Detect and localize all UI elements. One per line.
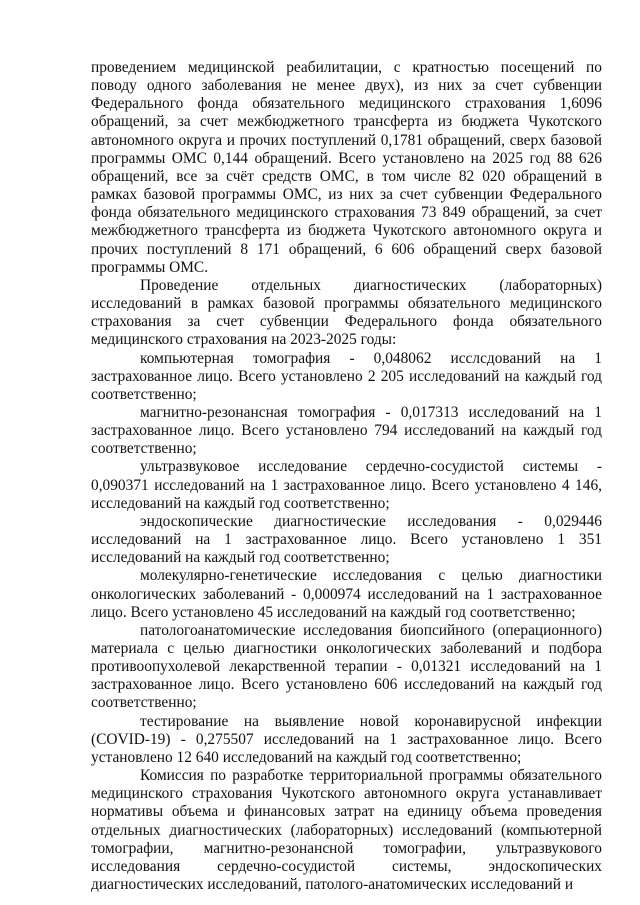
paragraph-mri: магнитно-резонансная томография - 0,017313 исследований на 1 застрахованное лицо. Всего установлено 794 исследований на каждый год соответственно; <box>91 403 602 458</box>
paragraph-computed-tomography: компьютерная томография - 0,048062 исслсдований на 1 застрахованное лицо. Всего установлено 2 205 исследований на каждый год соответственно; <box>91 349 602 403</box>
paragraph-diagnostic-intro: Проведение отдельных диагностических (лабораторных) исследований в рамках базовой программы обязательного медицинского страхования за счет субвенции Федерального фонда обязательного медицинского страхования на 2023-2025 годы: <box>91 276 602 349</box>
paragraph-commission: Комиссия по разработке территориальной программы обязательного медицинского страхования Чукотского автономного округа устанавливает нормативы объема и финансовых затрат на единицу объема проведения отдельных диагностических (лабораторных) исследований (компьютерной томографии, магнитно-резонансной томографии, ультразвукового исследования сердечно-сосудистой системы, эндоскопических диагностических исследований, патолого-анатомических исследований и <box>91 767 602 894</box>
paragraph-molecular-genetic: молекулярно-генетические исследования с целью диагностики онкологических заболеваний - 0,000974 исследований на 1 застрахованное лицо. Всего установлено 45 исследований на каждый год соответственно; <box>91 567 602 621</box>
document-page <box>91 59 602 894</box>
paragraph-covid-testing: тестирование на выявление новой коронавирусной инфекции (COVID-19) - 0,275507 исследований на 1 застрахованное лицо. Всего установлено 12 640 исследований на каждый год соответственно; <box>91 712 602 766</box>
paragraph-ultrasound: ультразвуковое исследование сердечно-сосудистой системы - 0,090371 исследований на 1 застрахованное лицо. Всего установлено 4 146, исследований на каждый год соответственно; <box>91 458 602 512</box>
paragraph-endoscopy: эндоскопические диагностические исследования - 0,029446 исследований на 1 застрахованное лицо. Всего установлено 1 351 исследований на каждый год соответственно; <box>91 512 602 567</box>
paragraph-rehabilitation-appeals: проведением медицинской реабилитации, с кратностью посещений по поводу одного заболевания не менее двух), из них за счет субвенции Федерального фонда обязательного медицинского страхования 1,6096 обращений, за счет межбюджетного трансферта из бюджета Чукотского автономного округа и прочих поступлений 0,1781 обращений, сверх базовой программы ОМС 0,144 обращений. Всего установлено на 2025 год 88 626 обращений, все за счёт средств ОМС, в том числе 82 020 обращений в рамках базовой программы ОМС, из них за счет субвенции Федерального фонда обязательного медицинского страхования 73 849 обращений, за счет межбюджетного трансферта из бюджета Чукотского автономного округа и прочих поступлений 8 171 обращений, 6 606 обращений сверх базовой программы ОМС. <box>91 59 602 276</box>
paragraph-pathology: патологоанатомические исследования биопсийного (операционного) материала с целью диагностики онкологических заболеваний и подбора противоопухолевой лекарственной терапии - 0,01321 исследований на 1 застрахованное лицо. Всего установлено 606 исследований на каждый год соответственно; <box>91 621 602 712</box>
